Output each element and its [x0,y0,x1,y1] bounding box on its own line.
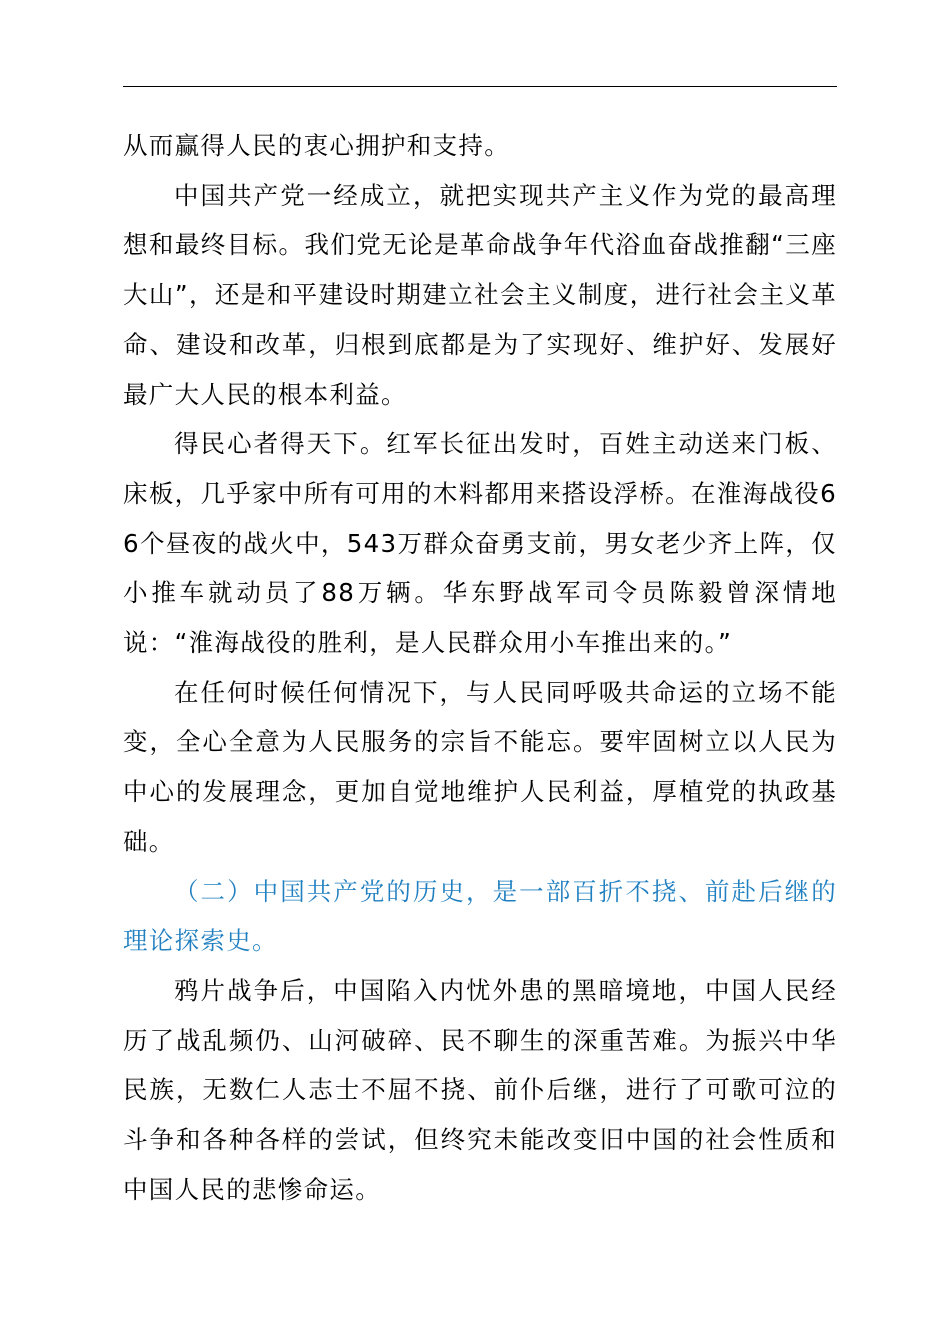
paragraph-4: 在任何时候任何情况下，与人民同呼吸共命运的立场不能变，全心全意为人民服务的宗旨不能忘。要牢固树立以人民为中心的发展理念，更加自觉地维护人民利益，厚植党的执政基础。 [123,677,837,856]
document-body [123,121,837,1214]
paragraph-2: 中国共产党一经成立，就把实现共产主义作为党的最高理想和最终目标。我们党无论是革命战争年代浴血奋战推翻“三座大山”，还是和平建设时期建立社会主义制度，进行社会主义革命、建设和改革，归根到底都是为了实现好、维护好、发展好最广大人民的根本利益。 [123,180,837,409]
paragraph-3: 得民心者得天下。红军长征出发时，百姓主动送来门板、床板，几乎家中所有可用的木料都用来搭设浮桥。在淮海战役66个昼夜的战火中，543万群众奋勇支前，男女老少齐上阵，仅小推车就动员了88万辆。华东野战军司令员陈毅曾深情地说：“淮海战役的胜利，是人民群众用小车推出来的。” [123,429,837,658]
paragraph-1: 从而赢得人民的衷心拥护和支持。 [123,131,510,160]
header-rule [123,86,837,87]
paragraph-5: 鸦片战争后，中国陷入内忧外患的黑暗境地，中国人民经历了战乱频仍、山河破碎、民不聊生的深重苦难。为振兴中华民族，无数仁人志士不屈不挠、前仆后继，进行了可歌可泣的斗争和各种各样的尝试，但终究未能改变旧中国的社会性质和中国人民的悲惨命运。 [123,975,837,1204]
section-heading: （二）中国共产党的历史，是一部百折不挠、前赴后继的理论探索史。 [123,876,837,956]
